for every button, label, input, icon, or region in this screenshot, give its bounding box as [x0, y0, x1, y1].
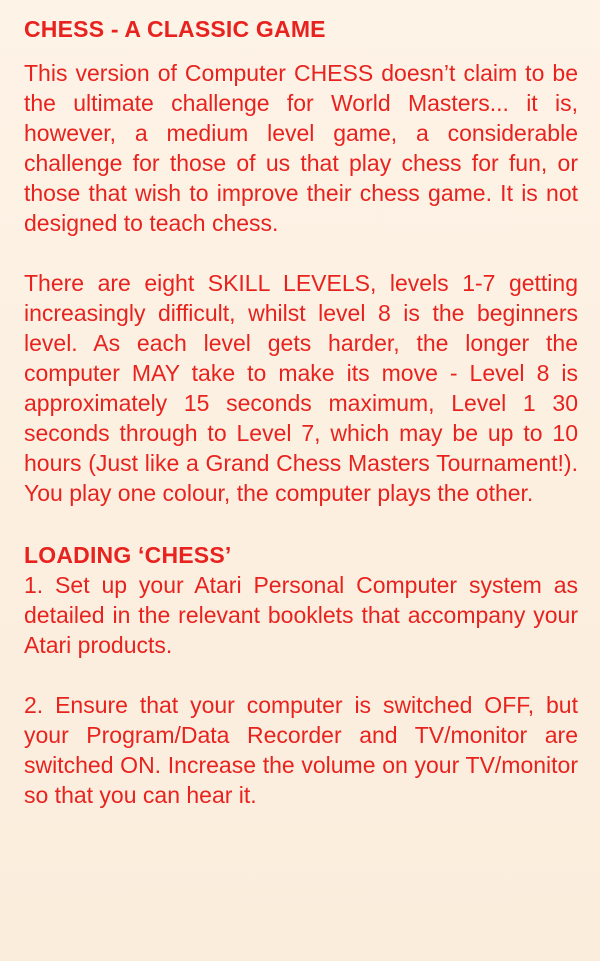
loading-step-1: 1. Set up your Atari Personal Computer system as detailed in the relevant booklets that accompany your Atari products.: [24, 572, 578, 658]
loading-step-2: 2. Ensure that your computer is switched OFF, but your Program/Data Recorder and TV/monitor are switched ON. Increase the volume on your TV/monitor so that you can hear it.: [24, 692, 578, 808]
paragraph-spacer: [24, 238, 578, 268]
loading-section-title: LOADING ‘CHESS’: [24, 542, 232, 568]
skill-levels-paragraph: There are eight SKILL LEVELS, levels 1-7 getting increasingly difficult, whilst level 8 is the beginners level. As each level gets harder, the longer the computer MAY take to make its move - Level 8 is approximately 15 seconds maximum, Level 1 30 seconds through to Level 7, which may be up to 10 hours (Just like a Grand Chess Masters Tournament!). You play one colour, the computer plays the other.: [24, 270, 578, 506]
chess-intro-paragraph: This version of Computer CHESS doesn’t claim to be the ultimate challenge for World Masters... it is, however, a medium level game, a considerable challenge for those of us that play chess for fun, or those that wish to improve their chess game. It is not designed to teach chess.: [24, 60, 578, 236]
section-spacer: [24, 508, 578, 540]
step-spacer: [24, 660, 578, 690]
chess-section-title: CHESS - A CLASSIC GAME: [24, 16, 326, 42]
